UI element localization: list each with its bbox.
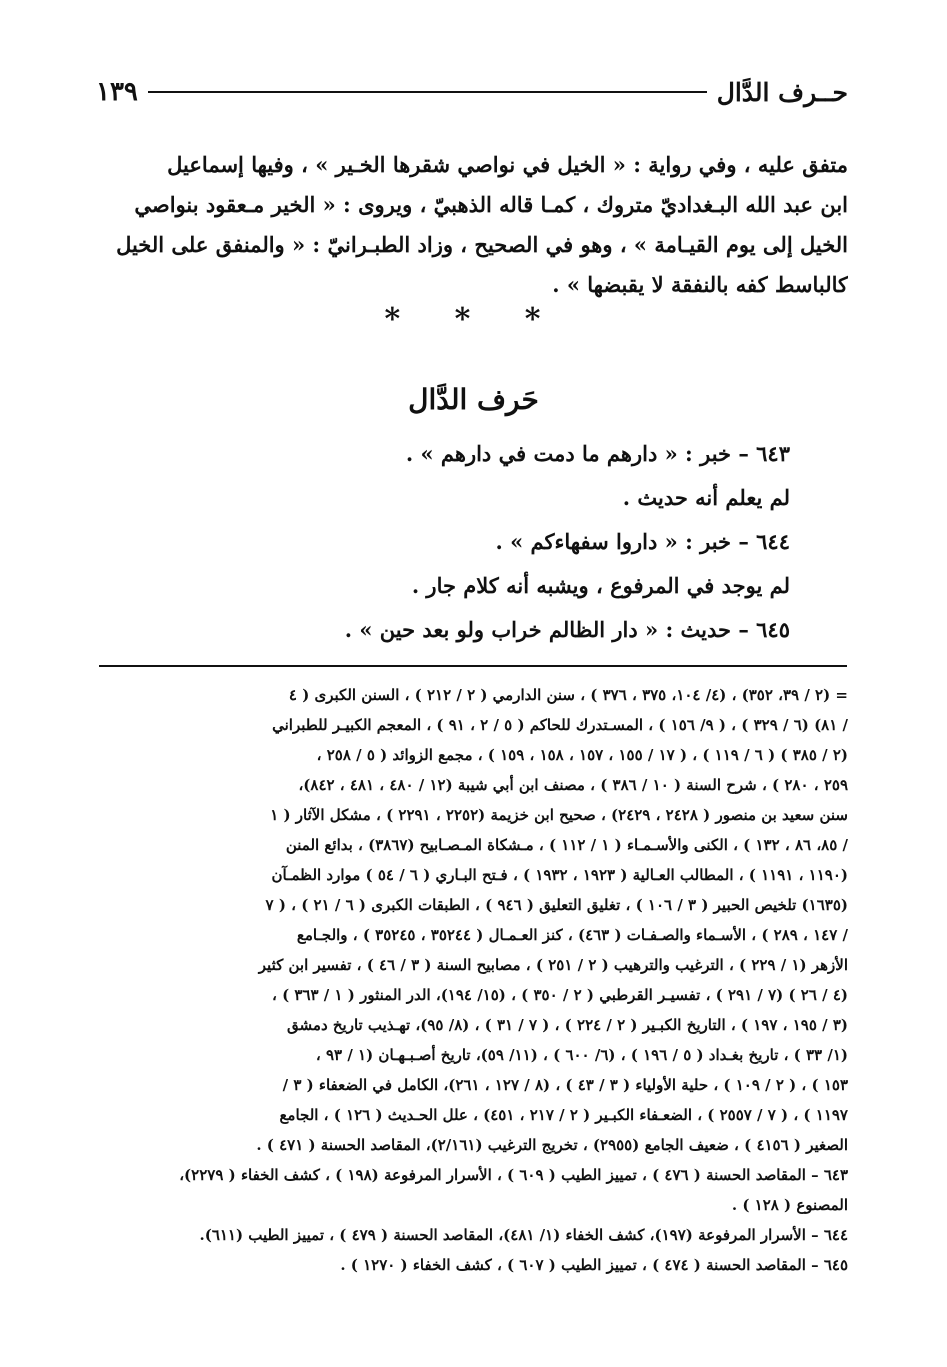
header-title: حــرف الدَّال <box>716 77 848 107</box>
footnote-line: (٣ / ١٩٥ ، ١٩٧ ) ، التاريخ الكبـير ( ٢ / ٢٢٤ ) ، ( ٧ / ٣١ ) ، (٨/ ٩٥)، تهـذيب تاريخ دمشق <box>287 1016 848 1034</box>
entry-heading: ٦٤٤ – خبر : « داروا سفهاءكم » . <box>495 529 790 554</box>
running-header <box>96 72 848 112</box>
footnote-line: ٦٤٥ – المقاصد الحسنة ( ٤٧٤ ) ، تمييز الطيب ( ٦٠٧ ) ، كشف الخفاء ( ١٢٧٠ ) . <box>340 1256 848 1274</box>
footnote-line: ١٥٣ ) ، ( ٢ / ١٠٩ ) ، حلية الأولياء ( ٣ / ٤٣ ) ، (٨ / ١٢٧ ، ٢٦١)، الكامل في الضعفاء ( ٣ / <box>282 1076 848 1094</box>
entry-heading: ٦٤٥ – حديث : « دار الظالم خراب ولو بعد حين » . <box>344 617 790 642</box>
footnote-line: (١١٩٠ ، ١١٩١ ) ، المطالب العـالية ( ١٩٢٣ ، ١٩٣٢ ) ، فـتح البـاري ( ٦ / ٥٤ ) موارد الظمـآن <box>271 866 848 884</box>
entry-heading: ٦٤٣ – خبر : « دارهم ما دمت في دارهم » . <box>405 441 790 466</box>
footnote-line: = (٢ / ٣٩، ٣٥٢) ، (٤/ ١٠٤، ٣٧٥ ، ٣٧٦ ) ، سنن الدارمي ( ٢ / ٢١٢ ) ، السنن الكبرى ( ٤ <box>288 686 848 704</box>
entries-list <box>90 434 790 654</box>
paragraph-line: الخيل إلى يوم القيـامة » ، وهو في الصحيح ، وزاد الطبـرانيّ : « والمنفق على الخيل <box>116 232 848 257</box>
section-separator: * * * <box>384 302 563 337</box>
footnote-line: الأزهر (١ / ٢٢٩ ) ، الترغيب والترهيب ( ٢ / ٢٥١ ) ، مصابيح السنة ( ٣ / ٤٦ ) ، تفسير ابن كثير <box>258 956 848 974</box>
footnote-line: (١/ ٣٣ ) ، تاريخ بغـداد ( ٥ / ١٩٦ ) ، (٦/ ٦٠٠ ) ، (١١/ ٥٩)، تاريخ أصـبـهـان (١ / ٩٣ ، <box>315 1046 848 1064</box>
footnote-line: / ٨٥، ٨٦ ، ١٣٢ ) ، الكنى والأسـمـاء ( ١ / ١١٢ ) ، مـشكاة المـصـابيح (٣٨٦٧) ، بدائع المنن <box>285 836 848 854</box>
entry-comment: لم يعلم أنه حديث . <box>622 485 790 510</box>
footnote-line: ٦٤٣ – المقاصد الحسنة ( ٤٧٦ ) ، تمييز الطيب ( ٦٠٩ ) ، الأسرار المرفوعة (١٩٨ ) ، كشف الخفاء ( ٢٢٧٩)، <box>179 1166 848 1184</box>
footnote-line: ٦٤٤ – الأسرار المرفوعة (١٩٧)، كشف الخفاء (١/ ٤٨١)، المقاصد الحسنة ( ٤٧٩ ) ، تمييز الطيب (٦١١). <box>199 1226 848 1244</box>
footnote-line: ٢٥٩ ، ٢٨٠ ) ، شرح السنة ( ١٠ / ٣٨٦ ) ، مصنف ابن أبي شيبة (١٢ / ٤٨٠ ، ٤٨١ ، ٨٤٢)، <box>298 776 848 794</box>
page-number: ١٣٩ <box>96 77 138 107</box>
footnote-line: / ٨١) (٦ / ٣٢٩ ) ، ( ٩/ ١٥٦ ) ، المسـتدرك للحاكم ( ٥ / ٢ ، ٩١ ) ، المعجم الكبيـر للطبراني <box>272 716 848 734</box>
footnote-line: سنن سعيد بن منصور ( ٢٤٢٨ ، ٢٤٢٩) ، صحيح ابن خزيمة (٢٢٥٢ ، ٢٢٩١ ) ، مشكل الآثار ( ١ <box>270 806 848 824</box>
continued-paragraph <box>100 145 848 305</box>
footnote-line: (٤ / ٢٦ ) (٧ / ٢٩١ ) ، تفسيـر القرطبي ( ٢ / ٣٥٠ ) ، (١٥/ ١٩٤)، الدر المنثور ( ١ / ٣٦٣ ) ، <box>272 986 848 1004</box>
paragraph-line: ابن عبد الله البـغداديّ متروك ، كمـا قاله الذهبيّ ، ويروى : « الخير مـعقود بنواصي <box>134 192 848 217</box>
section-title: حَرف الدَّال <box>408 383 539 416</box>
footnotes <box>100 680 848 1280</box>
footnote-line: / ١٤٧ ، ٢٨٩ ) ، الأسـماء والصـفـات ( ٤٦٣) ، كنز العـمـال ( ٣٥٢٤٤ ، ٣٥٢٤٥ ) ، والجـامع <box>296 926 848 944</box>
paragraph-line: كالباسط كفه بالنفقة لا يقبضها » . <box>552 272 848 297</box>
footnote-line: الصغير ( ٤١٥٦ ) ، ضعيف الجامع (٢٩٥٥) ، تخريج الترغيب (٢/١٦١)، المقاصد الحسنة ( ٤٧١ ) . <box>256 1136 848 1154</box>
footnote-line: المصنوع ( ١٢٨ ) . <box>731 1196 848 1214</box>
entry-comment: لم يوجد في المرفوع ، ويشبه أنه كلام جار . <box>411 573 790 598</box>
footnote-line: (٢ / ٣٨٥ ) ( ٦ / ١١٩ ) ، ( ١٧ / ١٥٥ ، ١٥٧ ، ١٥٨ ، ١٥٩ ) ، مجمع الزوائد ( ٥ / ٢٥٨ ، <box>316 746 848 764</box>
footnote-line: (١٦٣٥) تلخيص الحبير ( ٣ / ١٠٦ ) ، تغليق التعليق ( ٩٤٦ ) ، الطبقات الكبرى ( ٦ / ٢١ ) ، ( ٧ <box>265 896 848 914</box>
footnote-divider <box>99 665 847 667</box>
footnote-line: ١١٩٧ ) ، ( ٧ / ٢٥٥٧ ) ، الضعـفاء الكبـير ( ٢ / ٢١٧ ، ٤٥١) ، علل الحـديث ( ١٢٦ ) ، الجامع <box>279 1106 848 1124</box>
paragraph-line: متفق عليه ، وفي رواية : « الخيل في نواصي شقرها الخـير » ، وفيها إسماعيل <box>167 152 848 177</box>
header-rule <box>148 91 707 93</box>
